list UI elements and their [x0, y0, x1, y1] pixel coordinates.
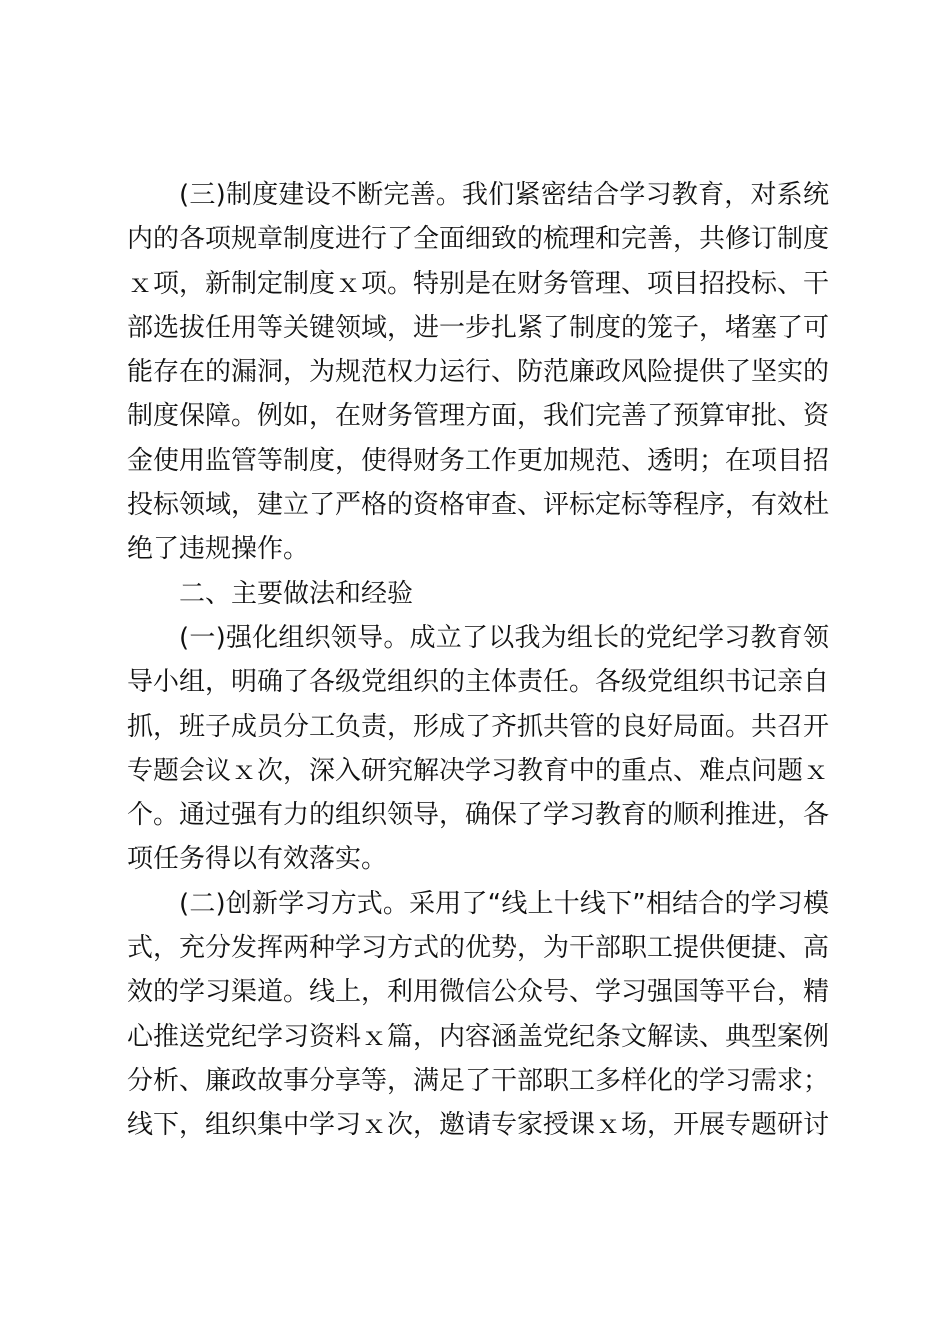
paragraph-institution-building: (三)制度建设不断完善。我们紧密结合学习教育，对系统内的各项规章制度进行了全面细致的梳理和完善，共修订制度ｘ项，新制定制度ｘ项。特别是在财务管理、项目招投标、干部选拔任用等关键领域，进一步扎紧了制度的笼子，堵塞了可能存在的漏洞，为规范权力运行、防范廉政风险提供了坚实的制度保障。例如，在财务管理方面，我们完善了预算审批、资金使用监管等制度，使得财务工作更加规范、透明；在项目招投标领域，建立了严格的资格审查、评标定标等程序，有效杜绝了违规操作。: [127, 180, 830, 565]
section-heading-main-practices: 二、主要做法和经验: [179, 578, 414, 609]
paragraph-learning-methods: (二)创新学习方式。采用了“线上十线下”相结合的学习模式，充分发挥两种学习方式的优势，为干部职工提供便捷、高效的学习渠道。线上，利用微信公众号、学习强国等平台，精心推送党纪学习资料ｘ篇，内容涵盖党纪条文解读、典型案例分析、廉政故事分享等，满足了干部职工多样化的学习需求；线下，组织集中学习ｘ次，邀请专家授课ｘ场，开展专题研讨: [127, 888, 830, 1141]
paragraph-organizational-leadership: (一)强化组织领导。成立了以我为组长的党纪学习教育领导小组，明确了各级党组织的主体责任。各级党组织书记亲自抓，班子成员分工负责，形成了齐抓共管的良好局面。共召开专题会议ｘ次，深入研究解决学习教育中的重点、难点问题ｘ个。通过强有力的组织领导，确保了学习教育的顺利推进，各项任务得以有效落实。: [127, 622, 830, 875]
document-body: [127, 173, 829, 1148]
